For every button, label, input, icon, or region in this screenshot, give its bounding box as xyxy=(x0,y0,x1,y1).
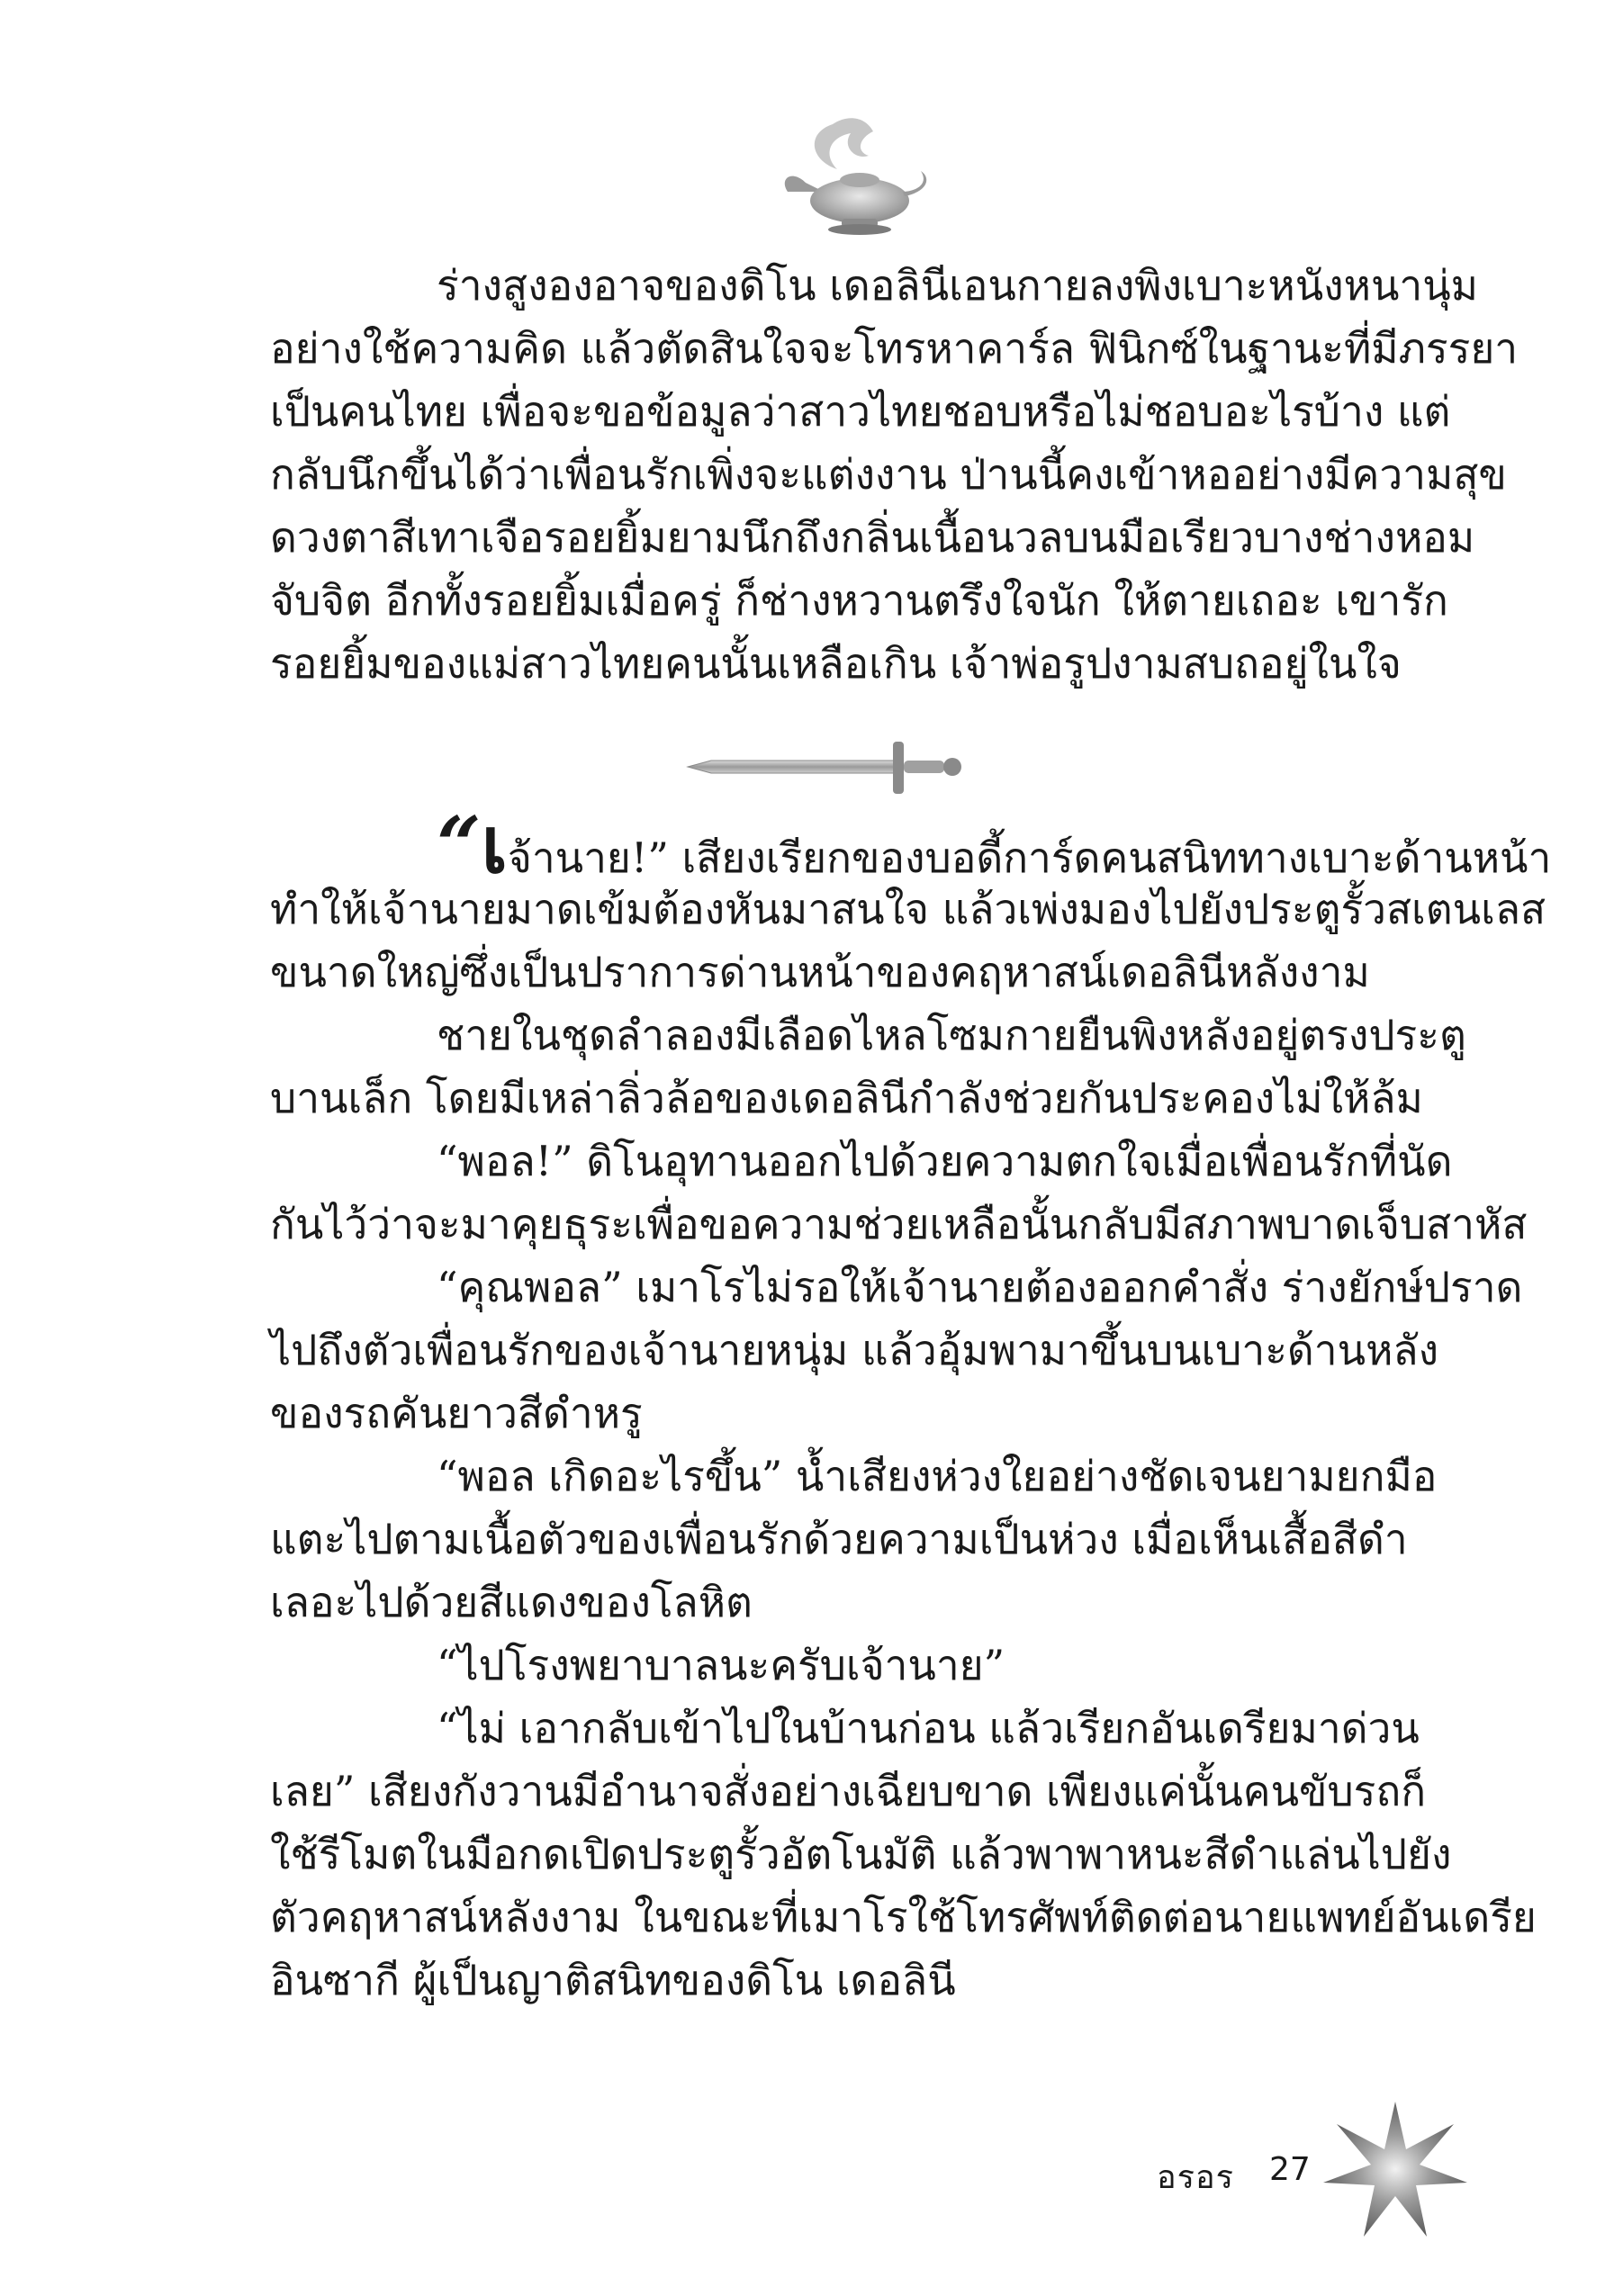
text-line: บานเล็ก โดยมีเหล่าลิ่วล้อของเดอลินีกำลังช่วยกันประคองไม่ให้ล้ม xyxy=(270,1074,1423,1122)
text-line: จับจิต อีกทั้งรอยยิ้มเมื่อครู่ ก็ช่างหวานตรึงใจนัก ให้ตายเถอะ เขารัก xyxy=(270,576,1448,625)
paragraph-1 xyxy=(270,254,1519,695)
text-line: เลอะไปด้วยสีแดงของโลหิต xyxy=(270,1578,753,1626)
text-line: ชายในชุดลำลองมีเลือดไหลโซมกายยืนพิงหลังอยู่ตรงประตู xyxy=(437,1011,1466,1059)
text-line: ขนาดใหญ่ซึ่งเป็นปราการด่านหน้าของคฤหาสน์เดอลินีหลังงาม xyxy=(270,948,1370,996)
text-line: ของรถคันยาวสีดำหรู xyxy=(270,1389,643,1437)
dropcap-letter: เ xyxy=(481,800,508,891)
text-line: ตัวคฤหาสน์หลังงาม ในขณะที่เมาโรใช้โทรศัพท์ติดต่อนายแพทย์อันเดรีย xyxy=(270,1893,1537,1941)
text-line: “ไปโรงพยาบาลนะครับเจ้านาย” xyxy=(437,1641,1005,1689)
star-flower-icon xyxy=(1319,2097,1472,2241)
paragraph-2 xyxy=(270,800,1552,2012)
text-line: “คุณพอล” เมาโรไม่รอให้เจ้านายต้องออกคำสั่ง ร่างยักษ์ปราด xyxy=(437,1263,1523,1311)
dropcap-line xyxy=(270,800,1552,891)
text-line: เป็นคนไทย เพื่อจะขอข้อมูลว่าสาวไทยชอบหรือไม่ชอบอะไรบ้าง แต่ xyxy=(270,387,1451,436)
text-line: กลับนึกขึ้นได้ว่าเพื่อนรักเพิ่งจะแต่งงาน ป่านนี้คงเข้าหออย่างมีความสุข xyxy=(270,450,1507,499)
text-line: แตะไปตามเนื้อตัวของเพื่อนรักด้วยความเป็นห่วง เมื่อเห็นเสื้อสีดำ xyxy=(270,1515,1408,1563)
text-line: ไปถึงตัวเพื่อนรักของเจ้านายหนุ่ม แล้วอุ้มพามาขึ้นบนเบาะด้านหลัง xyxy=(270,1326,1439,1374)
text-line: เลย” เสียงกังวานมีอำนาจสั่งอย่างเฉียบขาด เพียงแค่นั้นคนขับรถก็ xyxy=(270,1767,1427,1815)
text-line: ใช้รีโมตในมือกดเปิดประตูรั้วอัตโนมัติ แล้วพาพาหนะสีดำแล่นไปยัง xyxy=(270,1830,1452,1878)
genie-lamp-icon xyxy=(770,106,941,241)
text-line: อินซากี ผู้เป็นญาติสนิทของดิโน เดอลินี xyxy=(270,1956,956,2004)
text-line: อย่างใช้ความคิด แล้วตัดสินใจจะโทรหาคาร์ล ฟินิกซ์ในฐานะที่มีภรรยา xyxy=(270,324,1519,373)
dropcap-rest: จ้านาย!” เสียงเรียกของบอดี้การ์ดคนสนิททางเบาะด้านหน้า xyxy=(507,833,1552,882)
footer-author: อรอร xyxy=(1157,2159,1234,2196)
text-line: รอยยิ้มของแม่สาวไทยคนนั้นเหลือเกิน เจ้าพ่อรูปงามสบถอยู่ในใจ xyxy=(270,639,1402,688)
text-line: “ไม่ เอากลับเข้าไปในบ้านก่อน แล้วเรียกอันเดรียมาด่วน xyxy=(437,1704,1420,1752)
text-line: ร่างสูงองอาจของดิโน เดอลินีเอนกายลงพิงเบาะหนังหนานุ่ม xyxy=(437,261,1478,310)
text-line: “พอล เกิดอะไรขึ้น” น้ำเสียงห่วงใยอย่างชัดเจนยามยกมือ xyxy=(437,1452,1438,1500)
page-number: 27 xyxy=(1269,2151,1311,2188)
text-line: “พอล!” ดิโนอุทานออกไปด้วยความตกใจเมื่อเพื่อนรักที่นัด xyxy=(437,1137,1453,1185)
dropcap-quote: “ xyxy=(437,800,482,891)
text-line: ดวงตาสีเทาเจือรอยยิ้มยามนึกถึงกลิ่นเนื้อนวลบนมือเรียวบางช่างหอม xyxy=(270,513,1475,562)
sword-divider-icon xyxy=(684,731,968,803)
text-line: กันไว้ว่าจะมาคุยธุระเพื่อขอความช่วยเหลือนั้นกลับมีสภาพบาดเจ็บสาหัส xyxy=(270,1200,1528,1248)
text-line: ทำให้เจ้านายมาดเข้มต้องหันมาสนใจ แล้วเพ่งมองไปยังประตูรั้วสเตนเลส xyxy=(270,885,1546,933)
